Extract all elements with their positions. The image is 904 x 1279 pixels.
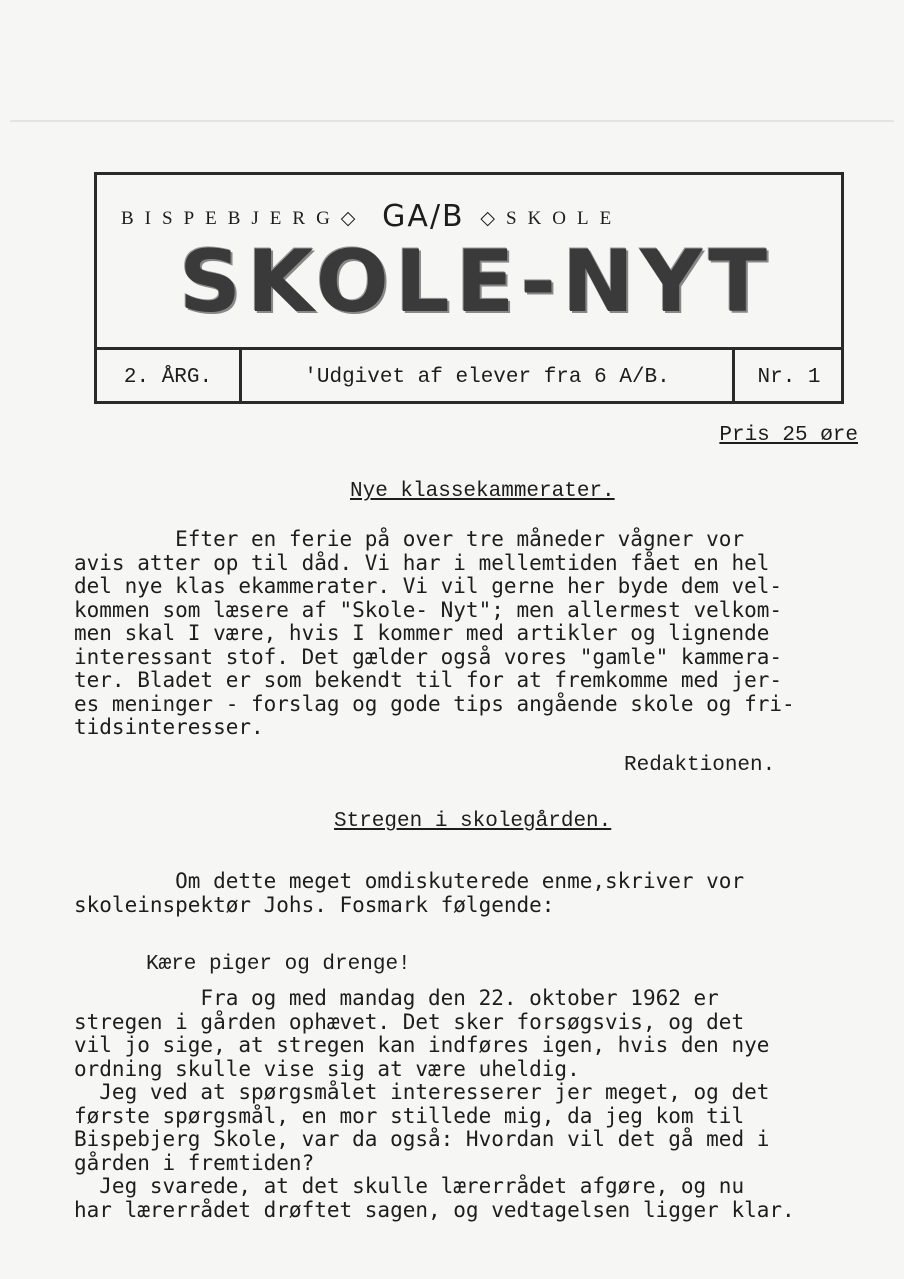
volume-label: 2. ÅRG. [97, 350, 242, 404]
article2-line: stregen i gården ophævet. Det sker forsøgsvis, og det [74, 1009, 745, 1034]
article1-line: tidsinteresser. [74, 715, 264, 739]
article1-line: men skal I være, hvis I kommer med artikler og lignende [74, 621, 770, 645]
letter-greeting: Kære piger og drenge! [146, 953, 411, 976]
article1-line: ter. Bladet er som bekendt til for at fremkomme med jer- [74, 668, 783, 692]
article2-line: Fra og med mandag den 22. oktober 1962 er [74, 986, 719, 1010]
article2-heading: Stregen i skolegården. [334, 810, 612, 833]
article2-line: har lærerrådet drøftet sagen, og vedtagelsen ligger klar. [74, 1197, 795, 1222]
article1-heading: Nye klassekammerater. [350, 480, 615, 503]
article2-intro [74, 870, 744, 917]
article2-intro-line: skoleinspektør Johs. Fosmark følgende: [74, 892, 555, 917]
article2-line: første spørgsmål, en mor stillede mig, da jeg kom til [74, 1103, 745, 1128]
article1-line: es meninger - forslag og gode tips angående skole og fri- [74, 691, 795, 716]
issue-number: Nr. 1 [757, 365, 821, 389]
publisher-label: 'Udgivet af elever fra 6 A/B. [242, 350, 735, 404]
masthead-info-row [97, 347, 841, 401]
article1-line: kommen som læsere af "Skole- Nyt"; men allermest velkom- [74, 597, 783, 622]
article2-line: Jeg ved at spørgsmålet interesserer jer meget, og det [74, 1080, 770, 1104]
article2-body [74, 987, 795, 1222]
article1-signature: Redaktionen. [624, 754, 776, 777]
article2-line: ordning skulle vise sig at være uheldig. [74, 1056, 580, 1081]
article2-intro-line: Om dette meget omdiskuterede enme,skriver vor [74, 869, 745, 893]
article1-line: avis atter op til dåd. Vi har i mellemtiden fået en hel [74, 550, 770, 575]
article1-body [74, 528, 795, 740]
article2-line: Bispebjerg Skole, var da også: Hvordan vil det gå med i [74, 1127, 770, 1151]
masthead [94, 172, 844, 404]
article2-line: vil jo sige, at stregen kan indføres igen, hvis den nye [74, 1033, 770, 1057]
article2-line: gården i fremtiden? [74, 1150, 315, 1175]
article1-line: Efter en ferie på over tre måneder vågner vor [74, 527, 745, 551]
school-name-right: ◇SKOLE [480, 208, 623, 229]
newspaper-title: SKOLE-NYT [179, 232, 773, 332]
article1-line: del nye klas ekammerater. Vi vil gerne her byde dem vel- [74, 574, 783, 598]
article2-line: Jeg svarede, at det skulle lærerrådet afgøre, og nu [74, 1174, 745, 1198]
handwritten-class: GA/B [382, 199, 465, 234]
article1-line: interessant stof. Det gælder også vores "gamle" kammera- [74, 644, 783, 669]
page-edge [10, 120, 894, 122]
price-label: Pris 25 øre [719, 424, 858, 447]
school-name [121, 197, 622, 232]
school-name-left: BISPEBJERG◇ [121, 208, 367, 229]
